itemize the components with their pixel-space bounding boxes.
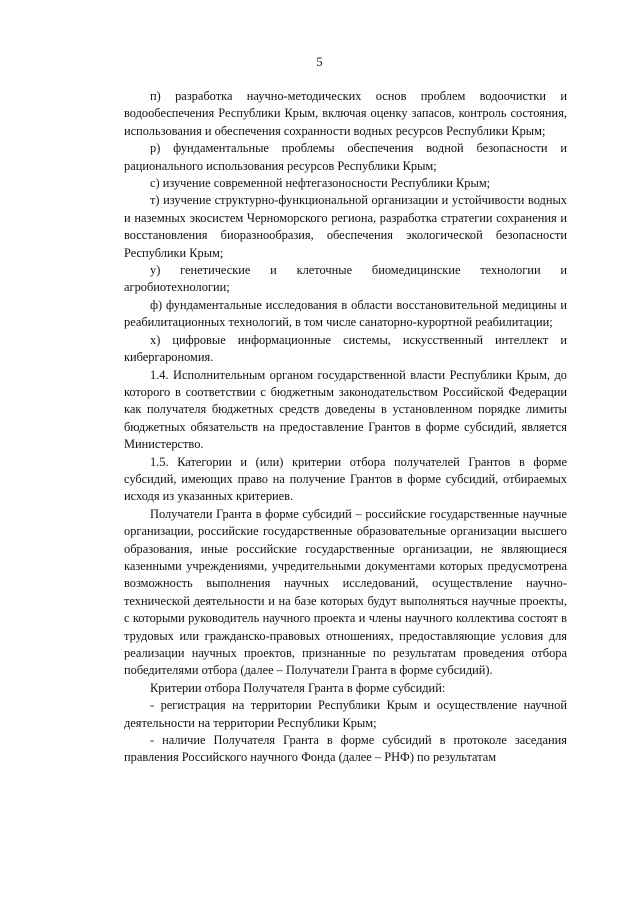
item-p-water-treatment: п) разработка научно-методических основ проблем водоочистки и водообеспечения Республики Крым, включая оценку запасов, контроль состояния, использования и обеспечения сохранности водных ресурсов Республики Крым; (124, 89, 567, 138)
item-s-oil-gas: с) изучение современной нефтегазоносности Республики Крым; (150, 176, 491, 191)
item-r-water-security: р) фундаментальные проблемы обеспечения водной безопасности и рационального использования ресурсов Республики Крым; (124, 141, 567, 173)
page-number: 5 (316, 55, 323, 69)
criterion-registration: - регистрация на территории Республики Крым и осуществление научной деятельности на территории Республики Крым; (124, 698, 567, 730)
clause-1-4: 1.4. Исполнительным органом государственной власти Республики Крым, до которого в соответствии с бюджетным законодательством Российской Федерации как получателя бюджетных средств доведены в установленном порядке лимиты бюджетных обязательств на предоставление Грантов в форме субсидий, является Министерство. (124, 367, 567, 452)
selection-criteria-heading: Критерии отбора Получателя Гранта в форме субсидий: (150, 680, 446, 695)
grant-recipients-definition: Получатели Гранта в форме субсидий – российские государственные научные организации, российские государственные образовательные организации высшего образования, иные российские государственные организации, не являющиеся казенными учреждениями, учредительными документами которых предусмотрена возможность выполнения научных исследований, осуществление научно-технической деятельности и на базе которых будут выполняться научные проекты, с которыми руководитель научного проекта и члены научного коллектива состоят в трудовых или гражданско-правовых отношениях, предоставляющие условия для реализации научных проектов, признанные по результатам проведения отбора победителями отбора (далее – Получатели Гранта в форме субсидий). (124, 506, 567, 678)
item-t-ecosystems: т) изучение структурно-функциональной организации и устойчивости водных и наземных экосистем Черноморского региона, разработка стратегии сохранения и восстановления биоразнообразия, обеспечения экологической безопасности Республики Крым; (124, 193, 567, 260)
item-f-rehabilitation: ф) фундаментальные исследования в области восстановительной медицины и реабилитационных технологий, в том числе санаторно-курортной реабилитации; (124, 297, 567, 330)
criterion-rnf-protocol: - наличие Получателя Гранта в форме субсидий в протоколе заседания правления Российского научного Фонда (далее – РНФ) по результатам (124, 733, 567, 765)
clause-1-5: 1.5. Категории и (или) критерии отбора получателей Грантов в форме субсидий, имеющих право на получение Грантов в форме субсидий, отбираемых исходя из указанных критериев. (124, 454, 567, 504)
item-u-biotechnologies: у) генетические и клеточные биомедицинские технологии и агробиотехнологии; (124, 263, 567, 295)
document-body (124, 88, 567, 767)
item-kh-digital-systems: х) цифровые информационные системы, искусственный интеллект и кибергарономия. (124, 332, 567, 365)
